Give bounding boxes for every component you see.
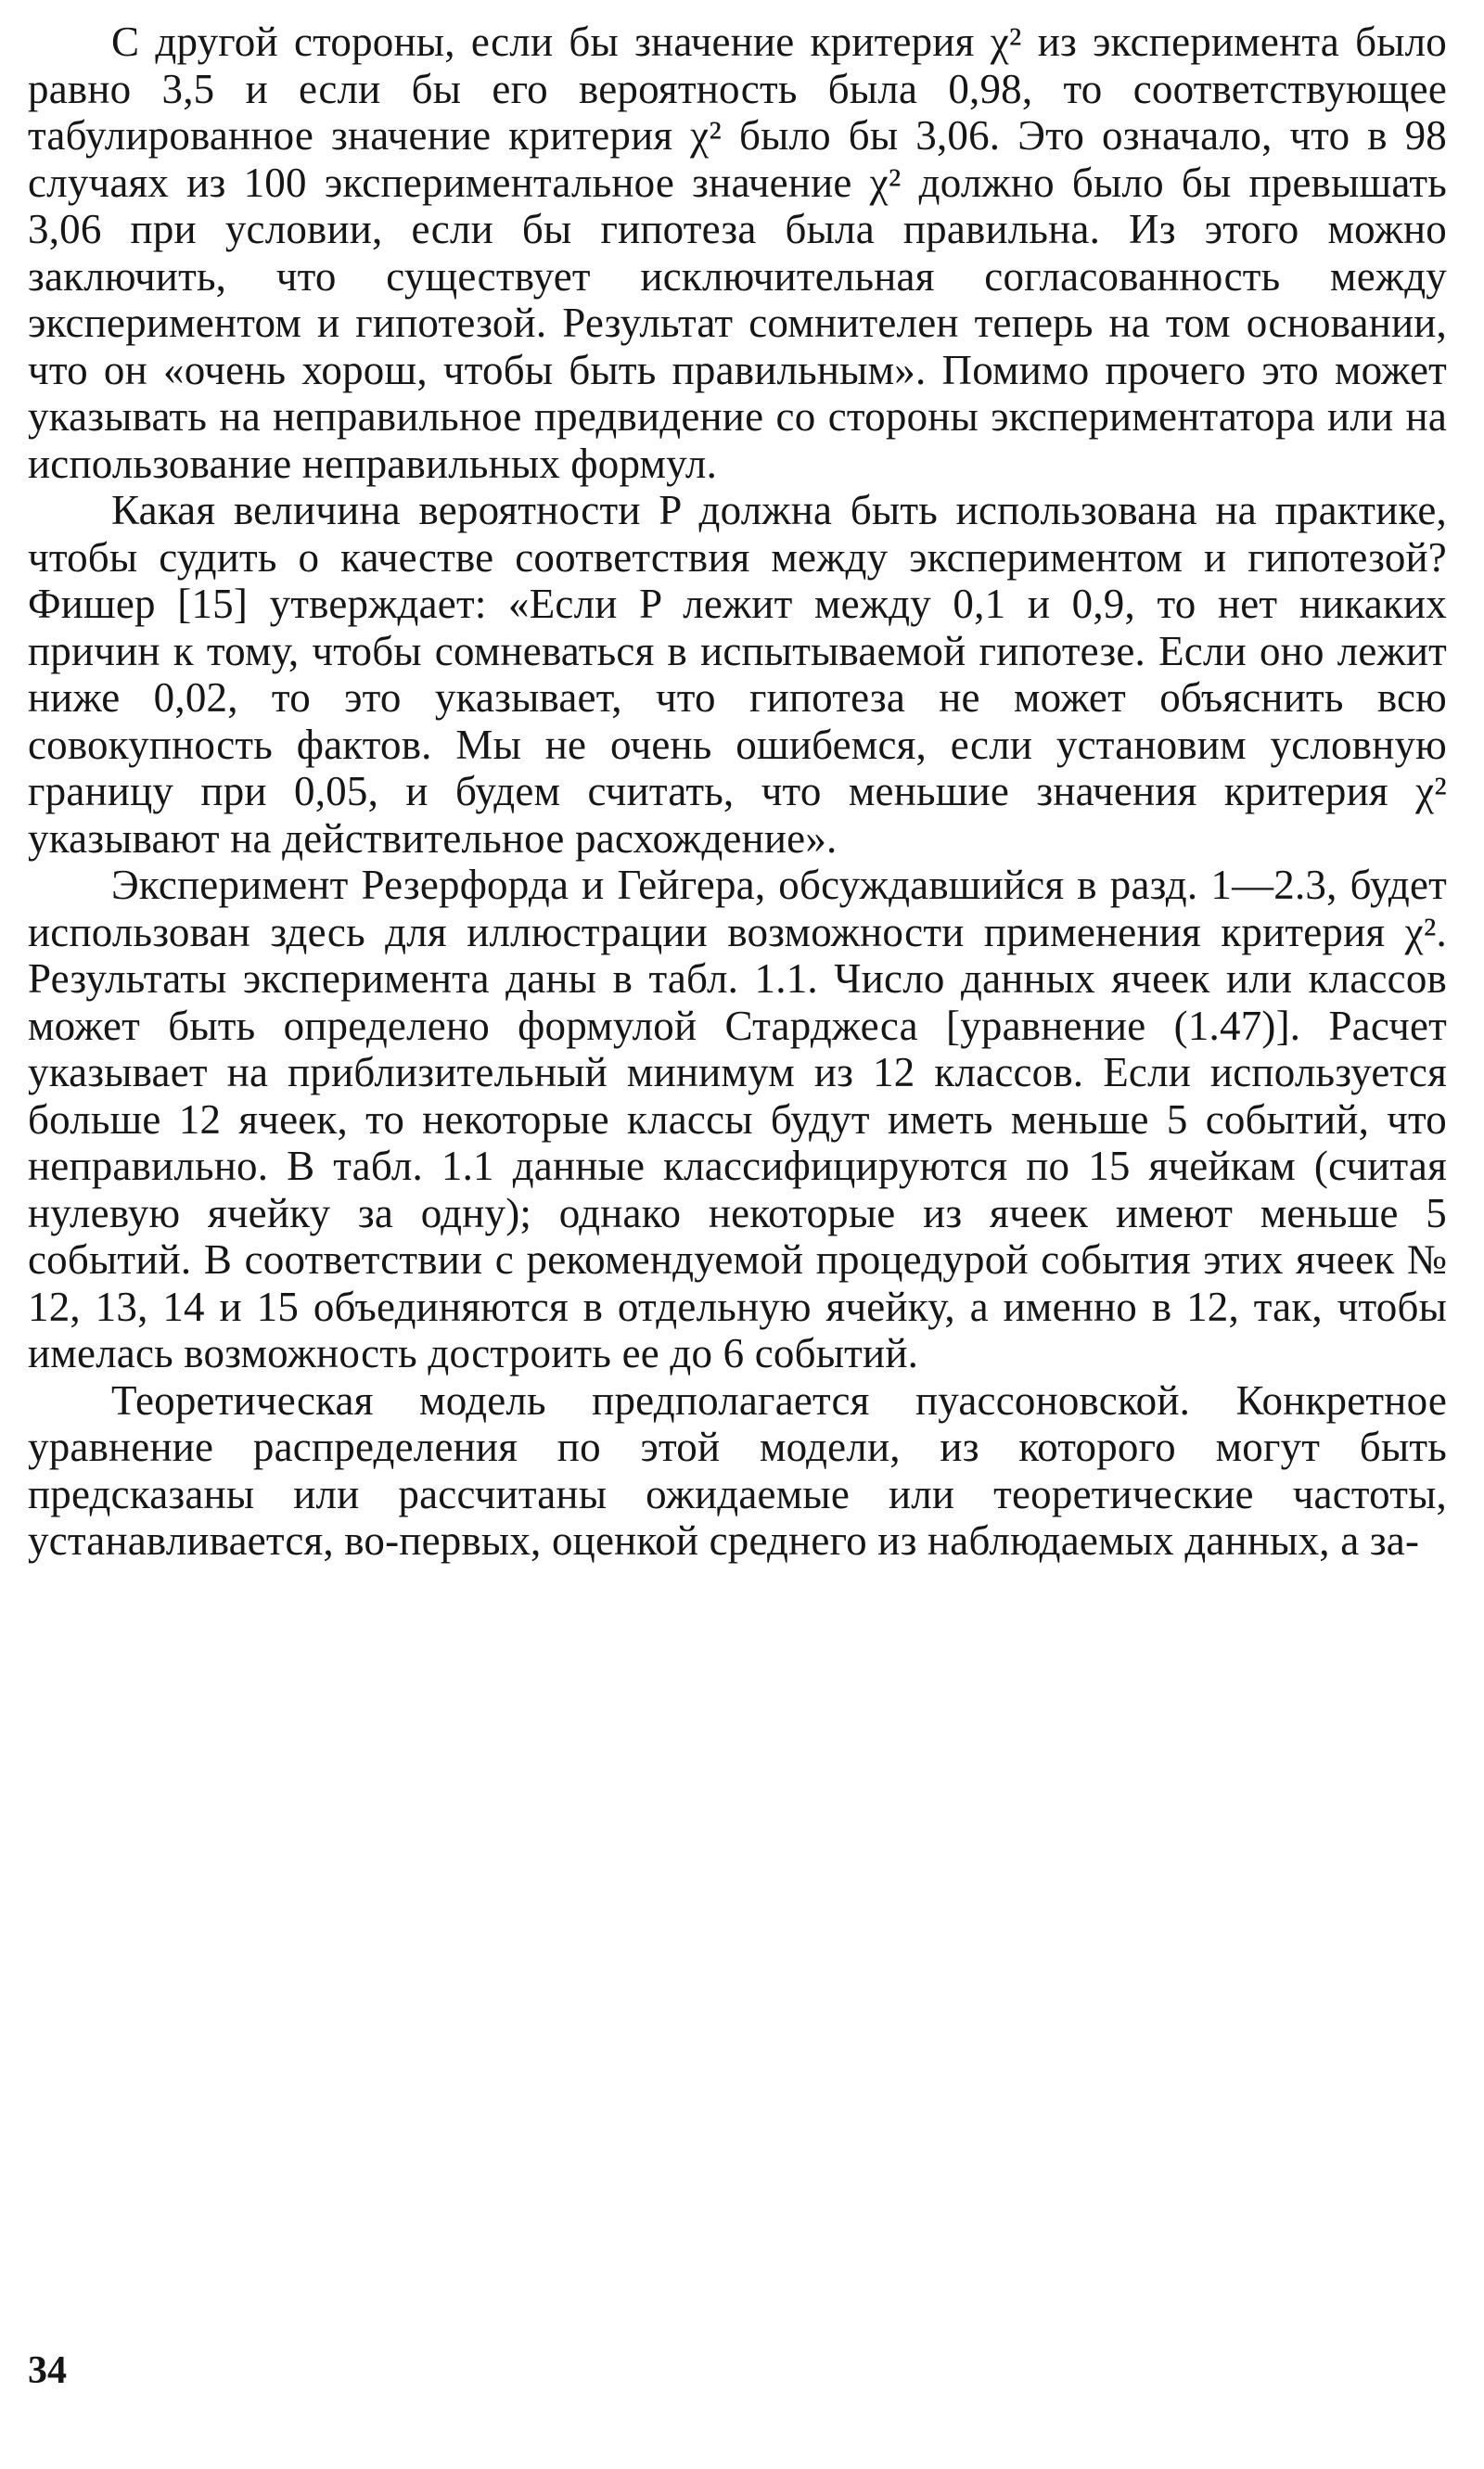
paragraph-4: Теоретическая модель предполагается пуассоновской. Конкретное уравнение распределения по этой модели, из которого могут быть предсказаны или рассчитаны ожидаемые или теоретические частоты, устанавливается, во-первых, оценкой среднего из наблюдаемых данных, а за- xyxy=(28,1376,1447,1564)
paragraph-2: Какая величина вероятности P должна быть использована на практике, чтобы судить о качестве соответствия между экспериментом и гипотезой? Фишер [15] утверждает: «Если P лежит между 0,1 и 0,9, то нет никаких причин к тому, чтобы сомневаться в испытываемой гипотезе. Если оно лежит ниже 0,02, то это указывает, что гипотеза не может объяснить всю совокупность фактов. Мы не очень ошибемся, если установим условную границу при 0,05, и будем считать, что меньшие значения критерия χ² указывают на действительное расхождение». xyxy=(28,487,1447,862)
paragraph-1: С другой стороны, если бы значение критерия χ² из эксперимента было равно 3,5 и если бы его вероятность была 0,98, то соответствующее табулированное значение критерия χ² было бы 3,06. Это означало, что в 98 случаях из 100 экспериментальное значение χ² должно было бы превышать 3,06 при условии, если бы гипотеза была правильна. Из этого можно заключить, что существует исключительная согласованность между экспериментом и гипотезой. Результат сомнителен теперь на том основании, что он «очень хорош, чтобы быть правильным». Помимо прочего это может указывать на неправильное предвидение со стороны экспериментатора или на использование неправильных формул. xyxy=(28,19,1447,487)
body-text xyxy=(28,19,1447,1565)
page-number: 34 xyxy=(28,2349,67,2392)
paragraph-3: Эксперимент Резерфорда и Гейгера, обсуждавшийся в разд. 1—2.3, будет использован здесь для иллюстрации возможности применения критерия χ². Результаты эксперимента даны в табл. 1.1. Число данных ячеек или классов может быть определено формулой Старджеса [уравнение (1.47)]. Расчет указывает на приблизительный минимум из 12 классов. Если используется больше 12 ячеек, то некоторые классы будут иметь меньше 5 событий, что неправильно. В табл. 1.1 данные классифицируются по 15 ячейкам (считая нулевую ячейку за одну); однако некоторые из ячеек имеют меньше 5 событий. В соответствии с рекомендуемой процедурой события этих ячеек № 12, 13, 14 и 15 объединяются в отдельную ячейку, а именно в 12, так, чтобы имелась возможность достроить ее до 6 событий. xyxy=(28,862,1447,1376)
